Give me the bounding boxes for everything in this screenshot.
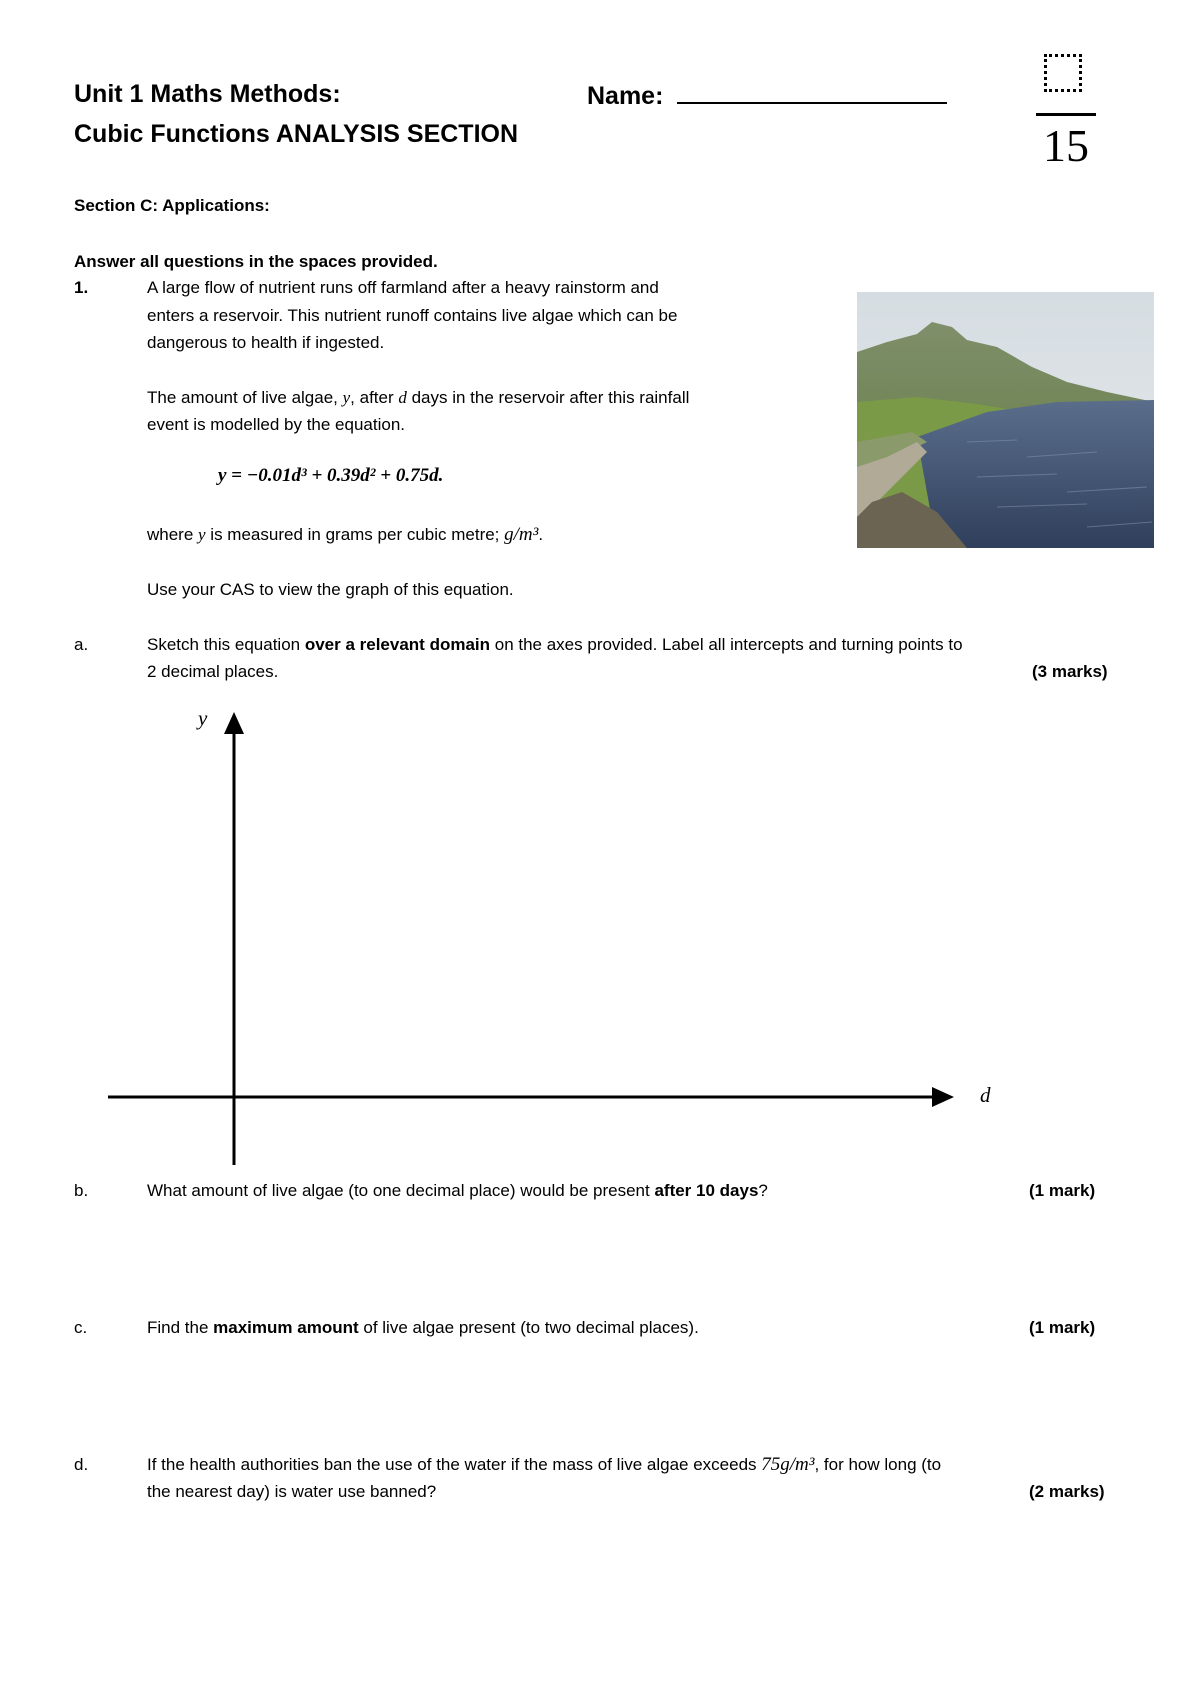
intro-line-3: dangerous to health if ingested. [147, 333, 385, 352]
name-label: Name: [587, 82, 664, 110]
instruction: Answer all questions in the spaces provided. [74, 252, 438, 271]
title-line-1: Unit 1 Maths Methods: [74, 80, 341, 108]
threshold: 75g/m³ [761, 1454, 815, 1475]
part-c-label: c. [74, 1318, 88, 1337]
model-line-2: event is modelled by the equation. [147, 415, 406, 434]
part-c-marks: (1 mark) [1029, 1318, 1096, 1337]
part-d-label: d. [74, 1455, 89, 1474]
part-a-marks: (3 marks) [1032, 662, 1108, 681]
var-y: y [342, 388, 351, 407]
score-total: 15 [1043, 120, 1089, 171]
question-number: 1. [74, 278, 89, 297]
y-axis-arrowhead [224, 712, 244, 734]
part-a-text: Sketch this equation over a relevant domain on the axes provided. Label all intercepts and turning points to [147, 635, 963, 654]
part-c-text: Find the maximum amount of live algae present (to two decimal places). [147, 1318, 699, 1337]
part-d-text: If the health authorities ban the use of the water if the mass of live algae exceeds 75g/m³, for how long (to [147, 1454, 942, 1475]
part-b-label: b. [74, 1181, 89, 1200]
y-axis-label: y [198, 706, 208, 730]
cas-line: Use your CAS to view the graph of this equation. [147, 580, 514, 599]
title-line-2: Cubic Functions ANALYSIS SECTION [74, 120, 519, 148]
var-d: d [398, 388, 407, 407]
section-heading: Section C: Applications: [74, 196, 270, 215]
part-b-text: What amount of live algae (to one decimal place) would be present after 10 days? [147, 1181, 768, 1200]
model-line-1: The amount of live algae, y, after d days in the reservoir after this rainfall [147, 388, 690, 407]
intro-line-2: enters a reservoir. This nutrient runoff contains live algae which can be [147, 306, 678, 325]
part-b-marks: (1 mark) [1029, 1181, 1096, 1200]
unit: g/m³ [504, 524, 539, 545]
intro-line-1: A large flow of nutrient runs off farmland after a heavy rainstorm and [147, 278, 659, 297]
x-axis-arrowhead [932, 1087, 954, 1107]
part-a-text-line-2: 2 decimal places. [147, 662, 279, 681]
part-d-marks: (2 marks) [1029, 1482, 1105, 1501]
part-a-label: a. [74, 635, 89, 654]
part-d-text-line-2: the nearest day) is water use banned? [147, 1482, 437, 1501]
x-axis-label: d [980, 1083, 991, 1107]
equation: y = −0.01d³ + 0.39d² + 0.75d. [218, 465, 444, 486]
where-line: where y is measured in grams per cubic metre; g/m³. [147, 524, 544, 545]
